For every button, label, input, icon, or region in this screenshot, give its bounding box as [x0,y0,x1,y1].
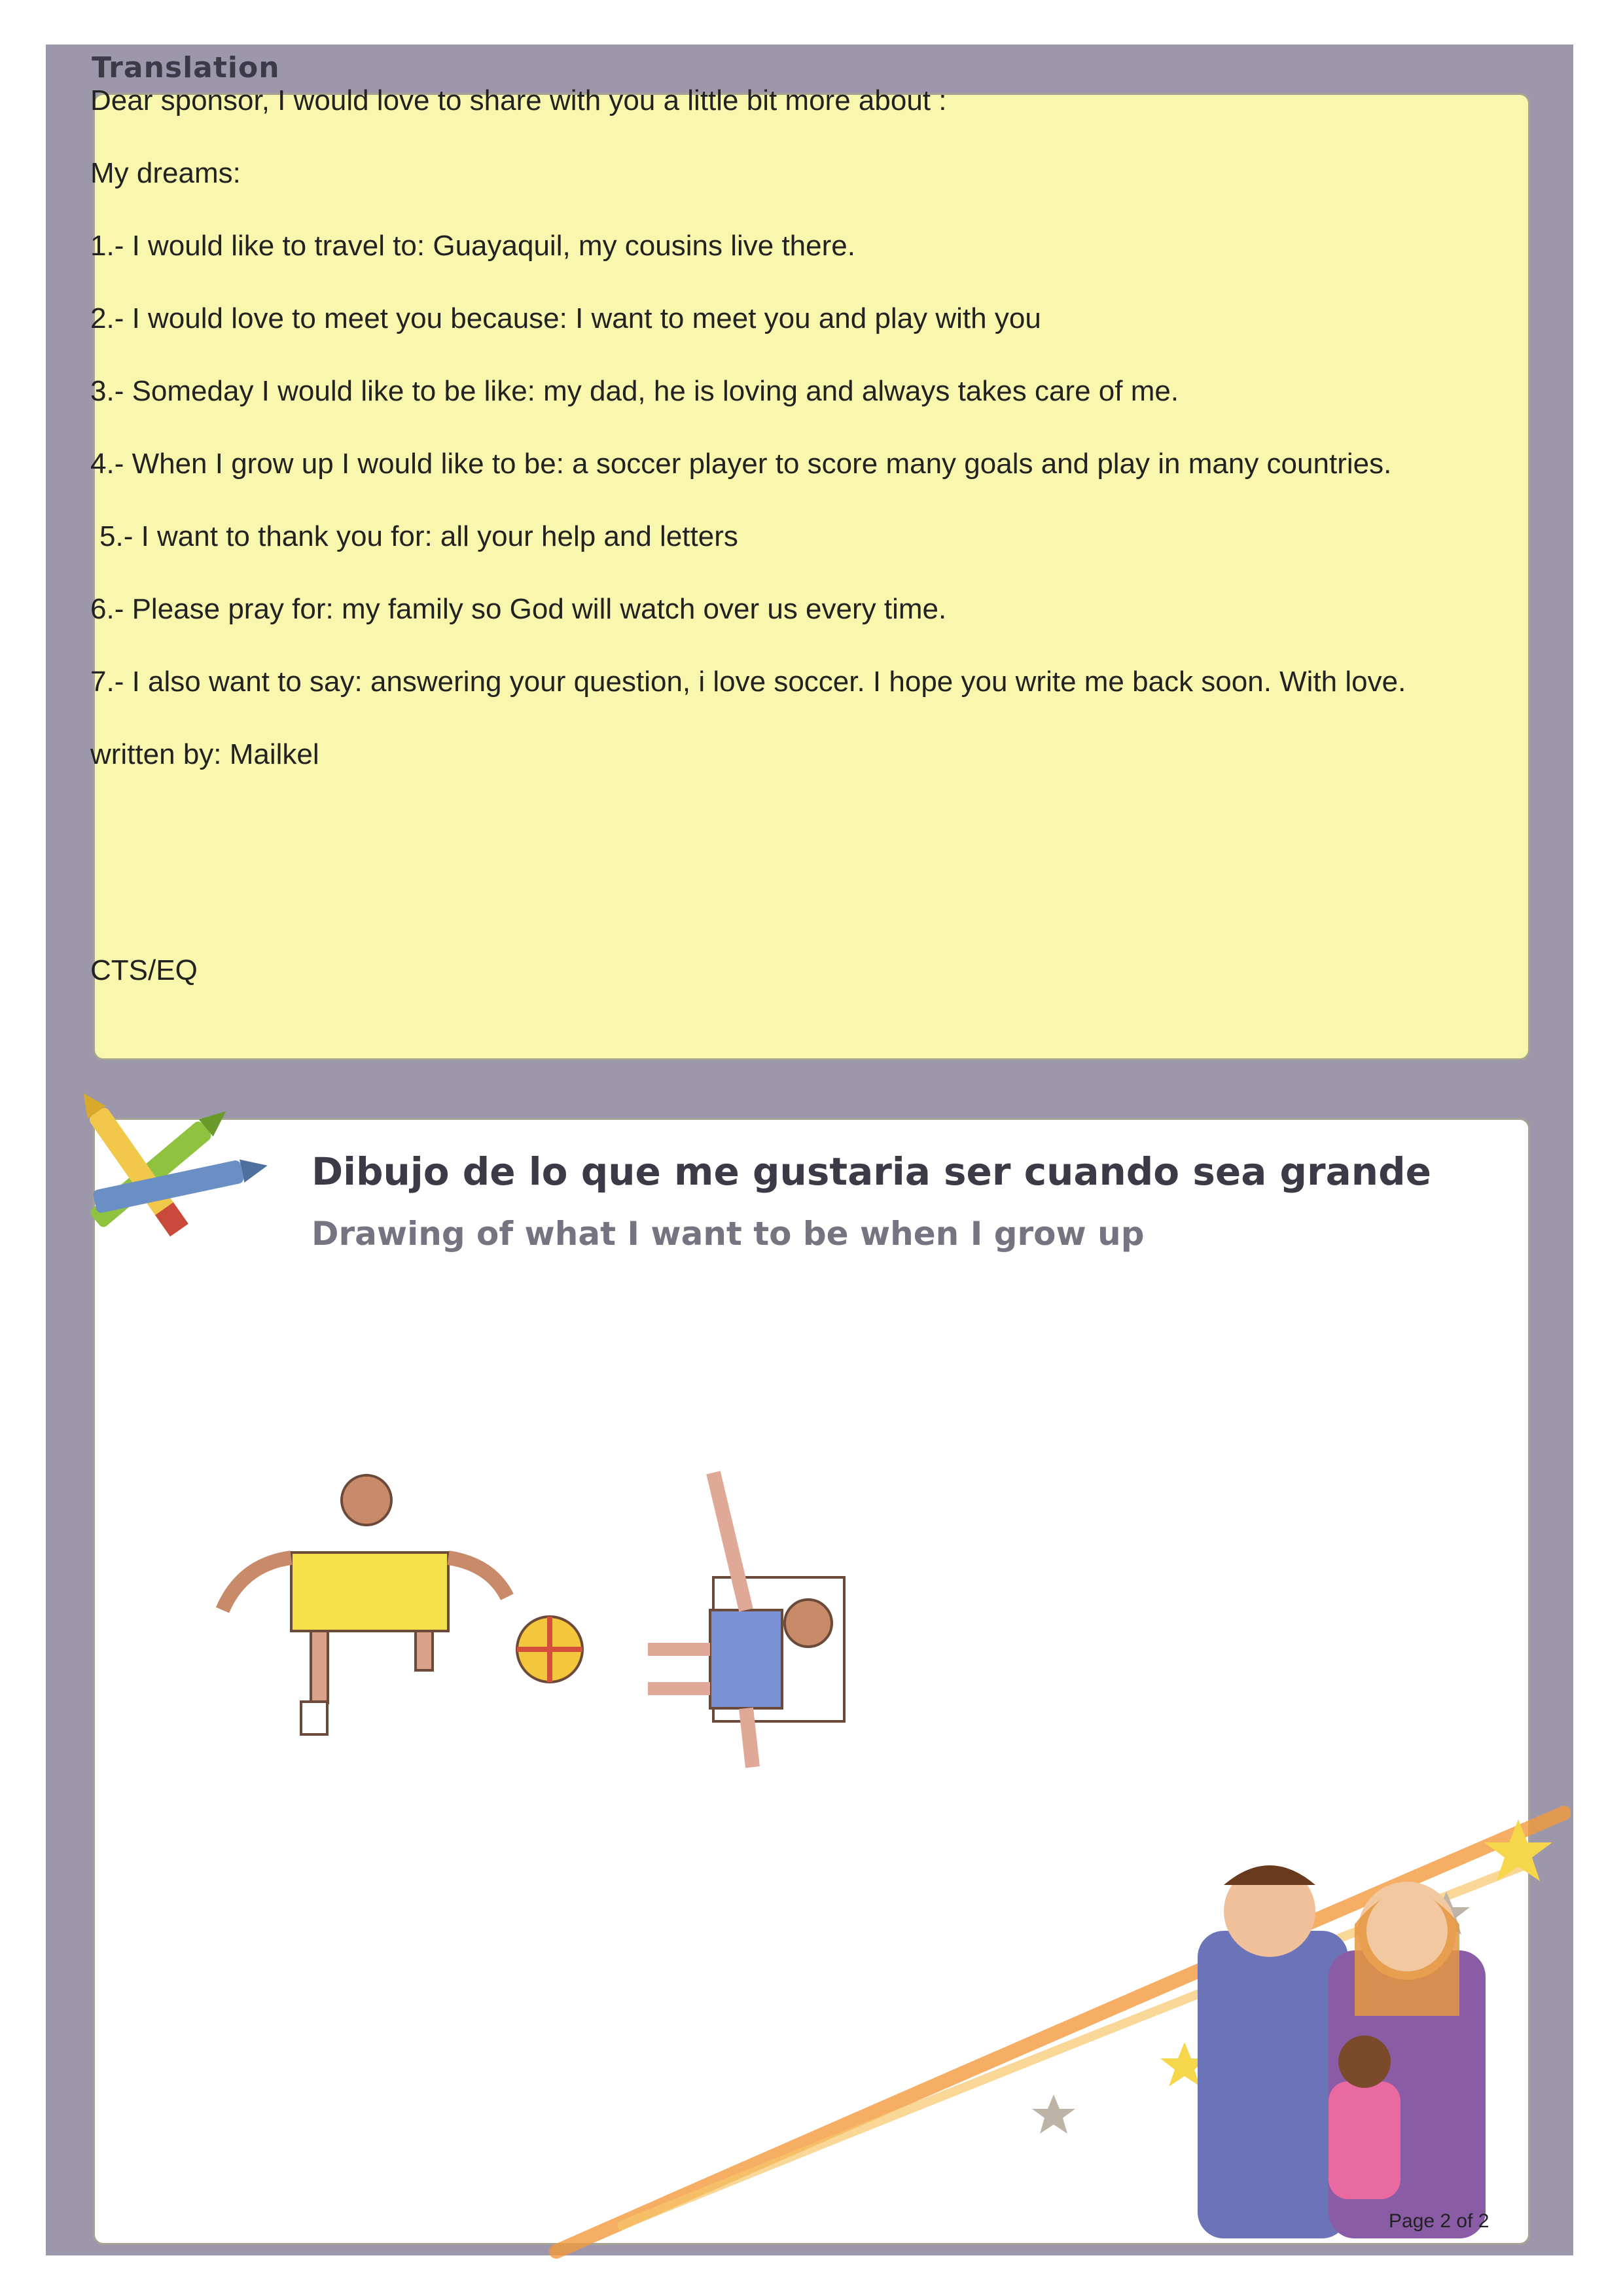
crayons-icon [52,1073,275,1270]
letter-item: 7.- I also want to say: answering your question, i love soccer. I hope you write me back soon. With love. [90,666,1406,698]
letter-item: 4.- When I grow up I would like to be: a soccer player to score many goals and play in many countries. [90,448,1392,480]
letter-code: CTS/EQ [90,954,198,986]
drawing-heading-english: Drawing of what I want to be when I grow up [312,1215,1145,1253]
letter-item: 3.- Someday I would like to be like: my dad, he is loving and always takes care of me. [90,375,1179,407]
letter-section-title: My dreams: [90,157,241,189]
letter-item: 2.- I would love to meet you because: I want to meet you and play with you [90,302,1041,334]
page-number: Page 2 of 2 [1389,2210,1489,2232]
player-one-figure [223,1475,507,1734]
letter-text [90,82,1452,809]
letter-greeting: Dear sponsor, I would love to share with you a little bit more about : [90,84,947,117]
soccer-ball-icon [517,1617,582,1682]
letter-item: 6.- Please pray for: my family so God will watch over us every time. [90,593,947,625]
stars-decoration [543,1715,1571,2271]
letter-item: 5.- I want to thank you for: all your help and letters [99,520,738,552]
letter-item: 1.- I would like to travel to: Guayaquil, my cousins live there. [90,230,855,262]
family-icon [1198,1865,1486,2238]
section-title-translation: Translation [92,51,280,84]
drawing-heading-spanish: Dibujo de lo que me gustaria ser cuando sea grande [312,1149,1431,1194]
letter-signature: written by: Mailkel [90,738,319,770]
